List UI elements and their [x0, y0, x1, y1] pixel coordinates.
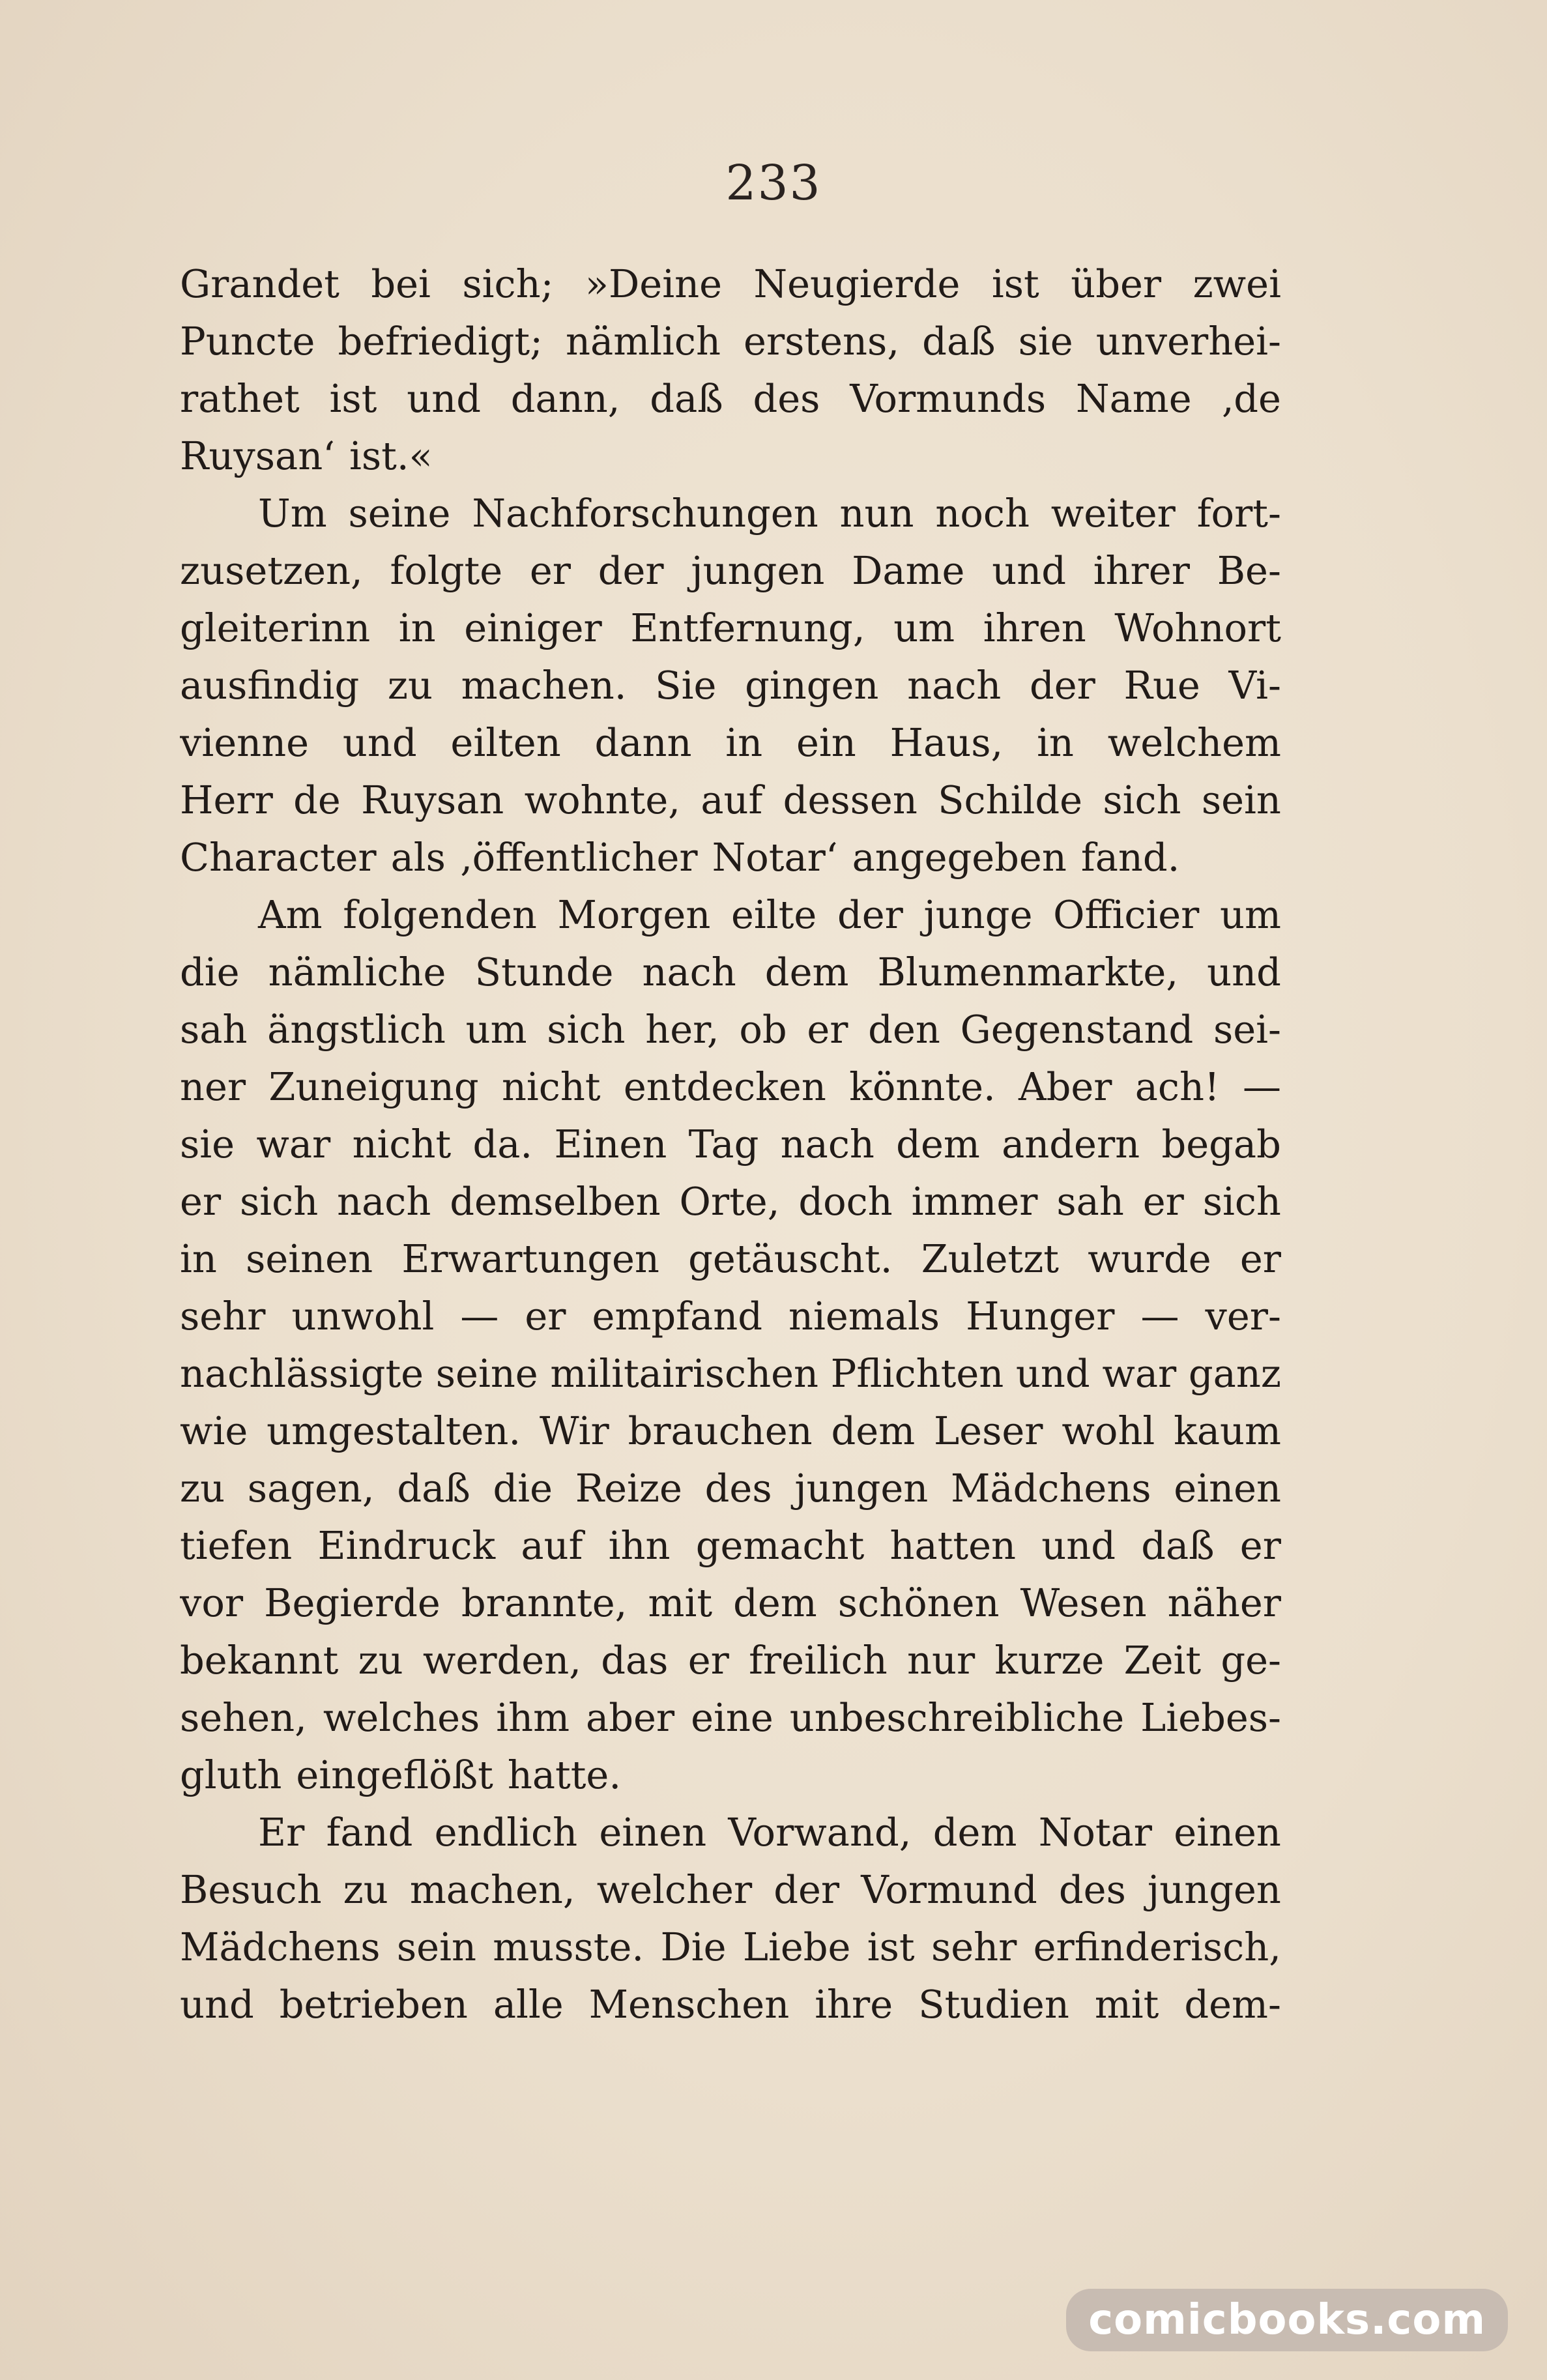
word: das [601, 1638, 669, 1683]
word: Einen [554, 1122, 667, 1167]
word: ganz [1188, 1351, 1281, 1396]
word: zwei [1193, 261, 1281, 306]
word: die [180, 950, 240, 994]
word: — [460, 1294, 499, 1339]
text-line [180, 1001, 1281, 1058]
word: nicht [352, 1122, 452, 1167]
word: Gegenstand [960, 1007, 1194, 1052]
word: Zuneigung [268, 1064, 479, 1109]
word: Studien [918, 1982, 1069, 2027]
word: als [390, 835, 446, 880]
word: zu [358, 1638, 403, 1683]
word: unverhei- [1095, 319, 1281, 364]
text-line [180, 1575, 1281, 1632]
word: Entfernung, [630, 605, 865, 650]
word: Menschen [588, 1982, 790, 2027]
word: ängstlich [267, 1007, 446, 1052]
word: nicht [501, 1064, 601, 1109]
word: nach [780, 1122, 875, 1167]
word: Vi- [1228, 663, 1281, 708]
text-line [180, 1402, 1281, 1460]
word: Be- [1217, 548, 1281, 593]
word: Vormunds [850, 376, 1047, 421]
word: tiefen [180, 1523, 293, 1568]
word: Reize [575, 1466, 682, 1511]
word: empfand [592, 1294, 762, 1339]
word: bei [371, 261, 431, 306]
word: welcher [596, 1867, 753, 1912]
word: befriedigt; [338, 319, 543, 364]
word: Blumenmarkte, [877, 950, 1179, 994]
word: der [774, 1867, 840, 1912]
word: Name [1075, 376, 1192, 421]
word: war [1102, 1351, 1177, 1396]
word: ge- [1221, 1638, 1281, 1683]
text-line [180, 485, 1281, 542]
word: eilte [731, 892, 817, 937]
word: dem [733, 1580, 817, 1625]
word: mit [1094, 1982, 1159, 2027]
word: dem [764, 950, 849, 994]
word: brannte, [461, 1580, 628, 1625]
word: ‚öffentlicher [459, 835, 698, 880]
word: daß [1141, 1523, 1215, 1568]
word: näher [1167, 1580, 1281, 1625]
word: noch [935, 491, 1030, 536]
word: eilten [450, 720, 561, 765]
word: nach [642, 950, 736, 994]
word: nachlässigte [180, 1351, 424, 1396]
word: welchem [1107, 720, 1281, 765]
word: dem [896, 1122, 980, 1167]
word: doch [798, 1179, 893, 1224]
word: Character [180, 835, 377, 880]
word: Wir [540, 1408, 609, 1453]
text-line [180, 1230, 1281, 1288]
word: de [293, 777, 341, 822]
word: zu [343, 1867, 388, 1912]
word: zusetzen, [180, 548, 363, 593]
word: Tag [688, 1122, 759, 1167]
word: brauchen [628, 1408, 813, 1453]
word: einiger [464, 605, 602, 650]
word: fand [326, 1810, 413, 1855]
text-line [180, 1747, 1281, 1804]
word: dem [933, 1810, 1017, 1855]
word: ist.« [349, 433, 433, 478]
word: er [1142, 1179, 1184, 1224]
word: sich [1103, 777, 1181, 822]
text-line [180, 370, 1281, 428]
word: sein [1201, 777, 1281, 822]
text-line [180, 1689, 1281, 1747]
word: Um [258, 491, 327, 536]
word: sehr [931, 1924, 1017, 1969]
word: Liebe [742, 1924, 851, 1969]
word: getäuscht. [688, 1236, 893, 1281]
word: dann, [510, 376, 620, 421]
word: Officier [1053, 892, 1200, 937]
word: aber [586, 1695, 675, 1740]
word: mit [648, 1580, 713, 1625]
word: Herr [180, 777, 273, 822]
word: eingeflößt [296, 1752, 493, 1797]
word: sah [1056, 1179, 1124, 1224]
word: musste. [493, 1924, 644, 1969]
word: ver- [1205, 1294, 1281, 1339]
word: Sie [655, 663, 717, 708]
word: seine [435, 1351, 538, 1396]
word: endlich [434, 1810, 578, 1855]
word: — [1242, 1064, 1281, 1109]
word: fand. [1080, 835, 1180, 880]
word: ner [180, 1064, 246, 1109]
word: andern [1002, 1122, 1140, 1167]
word: und [1015, 1351, 1090, 1396]
word: über [1071, 261, 1162, 306]
text-line [180, 1345, 1281, 1402]
word: auf [521, 1523, 583, 1568]
word: betrieben [279, 1982, 468, 2027]
word: nun [839, 491, 914, 536]
word: einen [599, 1810, 707, 1855]
word: Ruysan [361, 777, 504, 822]
text-line [180, 886, 1281, 944]
word: her, [645, 1007, 719, 1052]
word: umgestalten. [267, 1408, 521, 1453]
word: ob [739, 1007, 787, 1052]
word: und [342, 720, 417, 765]
page-number: 233 [725, 155, 822, 211]
word: nur [906, 1638, 976, 1683]
text-line [180, 714, 1281, 772]
word: des [1058, 1867, 1126, 1912]
word: Die [660, 1924, 727, 1969]
word: sein [396, 1924, 476, 1969]
word: Liebes- [1140, 1695, 1281, 1740]
word: ist [329, 376, 377, 421]
word: er [807, 1007, 848, 1052]
word: und [407, 376, 481, 421]
word: ihrer [1093, 548, 1190, 593]
text-line [180, 542, 1281, 600]
word: welches [323, 1695, 480, 1740]
word: ihren [983, 605, 1086, 650]
word: jungen [1147, 1867, 1281, 1912]
word: wie [180, 1408, 248, 1453]
word: in [1037, 720, 1074, 765]
word: wohnte, [524, 777, 681, 822]
word: auf [701, 777, 763, 822]
word: ihm [496, 1695, 570, 1740]
text-line [180, 1919, 1281, 1976]
word: und [180, 1982, 254, 2027]
word: sehen, [180, 1695, 307, 1740]
word: um [893, 605, 955, 650]
word: er [525, 1294, 566, 1339]
word: zu [387, 663, 433, 708]
text-line [180, 428, 1281, 485]
word: Eindruck [317, 1523, 496, 1568]
word: sich [1202, 1179, 1281, 1224]
word: sich [240, 1179, 319, 1224]
word: werden, [422, 1638, 581, 1683]
word: schönen [837, 1580, 1000, 1625]
word: einen [1174, 1810, 1281, 1855]
word: Notar‘ [712, 835, 838, 880]
word: sagen, [247, 1466, 375, 1511]
word: sich; [462, 261, 554, 306]
word: sehr [180, 1294, 266, 1339]
word: wurde [1088, 1236, 1211, 1281]
word: des [753, 376, 820, 421]
word: dann [594, 720, 692, 765]
word: in [398, 605, 436, 650]
word: und [1041, 1523, 1116, 1568]
word: Stunde [474, 950, 614, 994]
word: Neugierde [753, 261, 961, 306]
word: Aber [1019, 1064, 1112, 1109]
word: Notar [1038, 1810, 1152, 1855]
word: Leser [934, 1408, 1043, 1453]
word: gingen [745, 663, 879, 708]
text-line [180, 657, 1281, 714]
word: ihn [608, 1523, 671, 1568]
word: nämlich [566, 319, 721, 364]
word: der [837, 892, 903, 937]
word: niemals [788, 1294, 940, 1339]
word: Hunger [966, 1294, 1115, 1339]
word: Pflichten [830, 1351, 1004, 1396]
word: sich [547, 1007, 626, 1052]
word: in [725, 720, 763, 765]
word: da. [472, 1122, 533, 1167]
text-line [180, 1173, 1281, 1230]
word: um [1220, 892, 1281, 937]
word: vienne [180, 720, 310, 765]
word: Wohnort [1114, 605, 1281, 650]
word: Am [258, 892, 323, 937]
word: Puncte [180, 319, 315, 364]
word: Mädchens [951, 1466, 1151, 1511]
word: vor [180, 1580, 244, 1625]
word: Ruysan‘ [180, 433, 335, 478]
word: folgenden [343, 892, 537, 937]
word: Zuletzt [921, 1236, 1059, 1281]
word: Dame [852, 548, 965, 593]
word: junge [923, 892, 1033, 937]
word: entdecken [623, 1064, 826, 1109]
text-line [180, 1861, 1281, 1919]
text-line [180, 1517, 1281, 1575]
word: er [1239, 1236, 1281, 1281]
text-line [180, 1976, 1281, 2033]
word: daß [650, 376, 723, 421]
word: begab [1161, 1122, 1281, 1167]
text-line [180, 255, 1281, 313]
text-line [180, 772, 1281, 829]
word: Zeit [1123, 1638, 1202, 1683]
word: Besuch [180, 1867, 322, 1912]
word: Erwartungen [401, 1236, 659, 1281]
word: könnte. [849, 1064, 996, 1109]
word: ach! [1135, 1064, 1220, 1109]
word: ist [867, 1924, 915, 1969]
word: in [180, 1236, 217, 1281]
word: er [687, 1638, 729, 1683]
text-line [180, 1058, 1281, 1116]
word: hatte. [507, 1752, 622, 1797]
word: des [704, 1466, 772, 1511]
word: gemacht [695, 1523, 865, 1568]
word: weiter [1050, 491, 1176, 536]
word: und [1207, 950, 1281, 994]
word: Vormund [861, 1867, 1037, 1912]
word: Mädchens [180, 1924, 381, 1969]
word: Haus, [889, 720, 1004, 765]
word: jungen [691, 548, 825, 593]
word: folgte [390, 548, 503, 593]
word: um [465, 1007, 527, 1052]
word: seine [348, 491, 451, 536]
word: gleiterinn [180, 605, 371, 650]
word: alle [493, 1982, 564, 2027]
word: Begierde [264, 1580, 441, 1625]
word: dessen [783, 777, 918, 822]
text-line [180, 1460, 1281, 1517]
word: kaum [1174, 1408, 1281, 1453]
word: seinen [246, 1236, 373, 1281]
word: Vorwand, [728, 1810, 912, 1855]
word: Grandet [180, 261, 340, 306]
word: — [1140, 1294, 1179, 1339]
word: jungen [794, 1466, 929, 1511]
word: die [493, 1466, 553, 1511]
word: ‚de [1221, 376, 1281, 421]
word: dem- [1184, 1982, 1281, 2027]
word: sie [1018, 319, 1073, 364]
word: rathet [180, 376, 300, 421]
word: bekannt [180, 1638, 339, 1683]
word: fort- [1196, 491, 1281, 536]
word: sah [180, 1007, 248, 1052]
watermark-logo: comicbooks.com [1066, 2289, 1508, 2351]
word: erfinderisch, [1033, 1924, 1281, 1969]
word: kurze [994, 1638, 1105, 1683]
text-line [180, 1804, 1281, 1861]
word: er [1239, 1523, 1281, 1568]
word: nämliche [268, 950, 446, 994]
word: freilich [749, 1638, 888, 1683]
word: eine [691, 1695, 774, 1740]
word: der [1029, 663, 1095, 708]
word: dem [831, 1408, 916, 1453]
word: Rue [1123, 663, 1200, 708]
word: wohl [1062, 1408, 1155, 1453]
word: demselben [450, 1179, 661, 1224]
text-line [180, 600, 1281, 657]
word: sei- [1213, 1007, 1281, 1052]
word: und [992, 548, 1066, 593]
text-line [180, 1116, 1281, 1173]
word: machen. [461, 663, 627, 708]
word: ausfindig [180, 663, 360, 708]
text-line [180, 313, 1281, 370]
word: sie [180, 1122, 235, 1167]
word: den [868, 1007, 940, 1052]
word: angegeben [852, 835, 1067, 880]
text-line [180, 1288, 1281, 1345]
text-line [180, 944, 1281, 1001]
word: war [256, 1122, 331, 1167]
word: hatten [889, 1523, 1017, 1568]
word: zu [180, 1466, 225, 1511]
word: »Deine [585, 261, 723, 306]
word: daß [397, 1466, 470, 1511]
word: militairischen [550, 1351, 819, 1396]
word: Orte, [679, 1179, 780, 1224]
text-line [180, 829, 1281, 886]
word: unwohl [291, 1294, 435, 1339]
word: daß [922, 319, 996, 364]
word: immer [911, 1179, 1038, 1224]
word: er [180, 1179, 222, 1224]
word: machen, [409, 1867, 575, 1912]
word: einen [1174, 1466, 1281, 1511]
word: gluth [180, 1752, 282, 1797]
word: Nachforschungen [472, 491, 818, 536]
word: ein [796, 720, 856, 765]
word: ist [991, 261, 1039, 306]
word: unbeschreibliche [789, 1695, 1125, 1740]
word: erstens, [744, 319, 900, 364]
word: er [529, 548, 571, 593]
word: Schilde [938, 777, 1083, 822]
word: nach [907, 663, 1002, 708]
word: Morgen [557, 892, 711, 937]
word: der [598, 548, 664, 593]
word: nach [337, 1179, 431, 1224]
text-line [180, 1632, 1281, 1689]
word: Wesen [1020, 1580, 1147, 1625]
body-text [180, 255, 1281, 2033]
word: ihre [815, 1982, 893, 2027]
word: Er [258, 1810, 305, 1855]
